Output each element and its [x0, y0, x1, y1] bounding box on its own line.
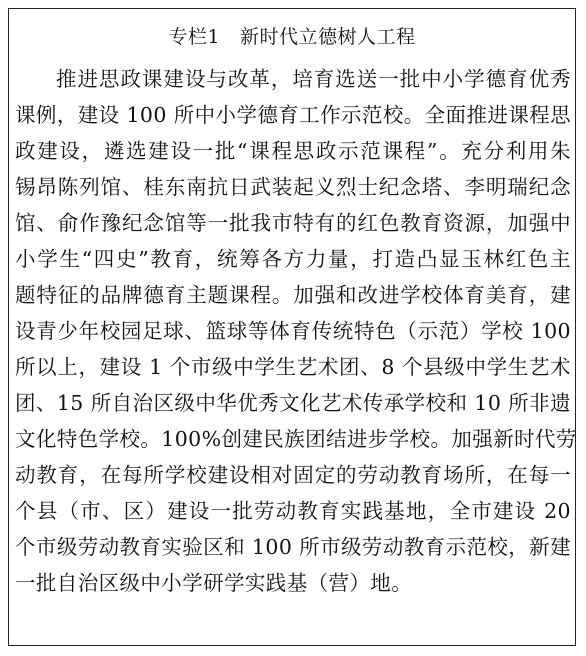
text-line: 小学生“四史”教育，统筹各方力量，打造凸显玉林红色主	[15, 247, 571, 271]
text-line: 一批自治区级中小学研学实践基（营）地。	[15, 571, 413, 595]
text-line: 政建设，遴选建设一批“课程思政示范课程”。充分利用朱	[15, 139, 571, 163]
text-line: 题特征的品牌德育主题课程。加强和改进学校体育美育，建	[15, 283, 571, 307]
text-line: 馆、俞作豫纪念馆等一批我市特有的红色教育资源，加强中	[15, 211, 571, 235]
text-line: 课例，建设 100 所中小学德育工作示范校。全面推进课程思	[15, 103, 571, 127]
column-number: 专栏1	[168, 26, 221, 48]
text-line: 个市级劳动教育实验区和 100 所市级劳动教育示范校，新建	[15, 535, 571, 559]
text-line: 推进思政课建设与改革，培育选送一批中小学德育优秀	[56, 67, 571, 91]
column-heading: 新时代立德树人工程	[240, 26, 416, 48]
text-line: 设青少年校园足球、篮球等体育传统特色（示范）学校 100	[15, 319, 571, 343]
column-body	[15, 61, 577, 601]
text-line: 锡昂陈列馆、桂东南抗日武装起义烈士纪念塔、李明瑞纪念	[15, 175, 571, 199]
text-line: 团、15 所自治区级中华优秀文化艺术传承学校和 10 所非遗	[15, 391, 571, 415]
text-line: 所以上，建设 1 个市级中学生艺术团、8 个县级中学生艺术	[15, 355, 571, 379]
text-line: 动教育，在每所学校建设相对固定的劳动教育场所，在每一	[15, 463, 571, 487]
column-title	[9, 25, 575, 49]
text-line: 个县（市、区）建设一批劳动教育实践基地，全市建设 20	[15, 499, 571, 523]
column-box	[8, 8, 576, 646]
text-line: 文化特色学校。100%创建民族团结进步学校。加强新时代劳	[15, 427, 577, 451]
